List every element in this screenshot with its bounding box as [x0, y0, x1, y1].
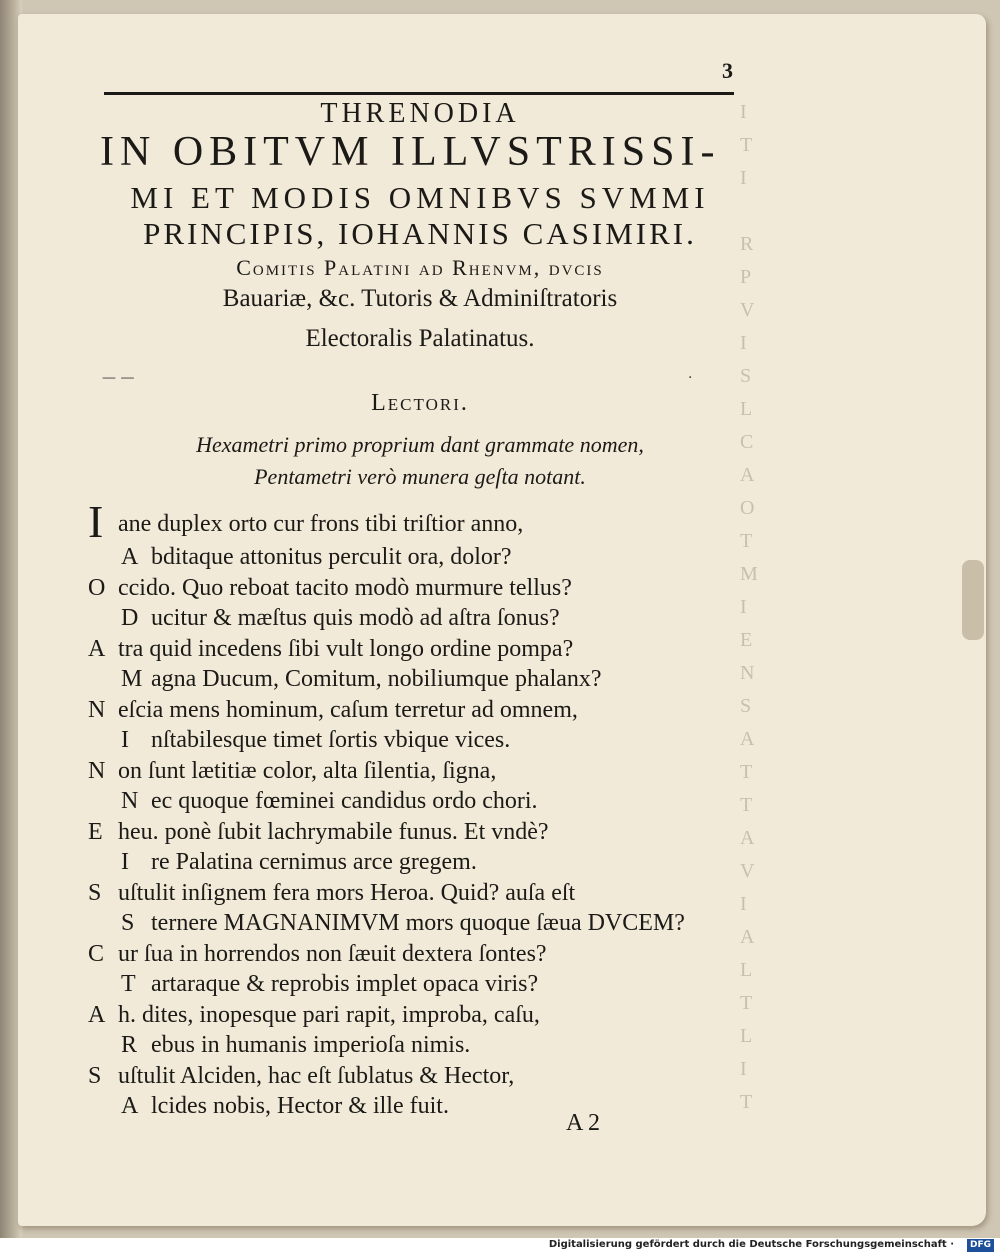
ornament-mark-left: — — — [102, 370, 135, 386]
verse-initial: I — [121, 727, 129, 753]
verse-initial: E — [88, 818, 103, 845]
verse-initial: A — [121, 544, 139, 570]
verse-line — [88, 847, 748, 878]
verse-block — [88, 496, 748, 1122]
title-line-1: THRENODIA — [320, 98, 520, 129]
verse-initial: C — [88, 940, 105, 967]
verse-line — [88, 1061, 748, 1092]
verse-line — [88, 664, 748, 695]
verse-initial: S — [121, 910, 135, 936]
verse-text: ccido. Quo reboat tacito modò murmure tellus? — [118, 574, 572, 601]
verse-text: ane duplex orto cur frons tibi triſtior anno, — [118, 511, 524, 537]
verse-initial: O — [88, 574, 106, 601]
verse-line — [88, 878, 748, 909]
verse-text: ebus in humanis imperioſa nimis. — [151, 1032, 471, 1058]
verse-initial: N — [121, 788, 139, 814]
verse-line — [88, 634, 748, 665]
header-rule — [104, 92, 734, 95]
verse-initial: A — [88, 635, 106, 662]
verse-line — [88, 542, 748, 573]
verse-initial: I — [121, 849, 129, 875]
verse-text: uſtulit inſignem fera mors Heroa. Quid? auſa eſt — [118, 879, 576, 906]
page-number: 3 — [722, 58, 733, 83]
verse-initial: R — [121, 1032, 138, 1058]
verse-text: ternere MAGNANIMVM mors quoque ſæua DVCEM? — [151, 910, 685, 936]
verse-text: ur ſua in horrendos non ſæuit dextera ſontes? — [118, 940, 547, 967]
verse-line — [88, 603, 748, 634]
bleed-through-text: I T I R P V I S L C A O T M I E N S A T T A V I A L T L I T — [740, 101, 758, 1113]
dfg-logo[interactable]: DFG — [967, 1239, 994, 1252]
motto-line-1: Hexametri primo proprium dant grammate nomen, — [196, 432, 644, 457]
verse-initial: D — [121, 605, 139, 631]
verse-line — [88, 725, 748, 756]
verse-text: bditaque attonitus perculit ora, dolor? — [151, 544, 512, 570]
motto-line-2: Pentametri verò munera geſta notant. — [254, 464, 586, 489]
verse-line — [88, 908, 748, 939]
footer-credit: Digitalisierung gefördert durch die Deutsche Forschungsgemeinschaft · — [548, 1239, 954, 1250]
verse-initial: A — [121, 1093, 139, 1119]
verse-line — [88, 1030, 748, 1061]
verse-initial: S — [88, 879, 102, 906]
title-line-6: Bauariæ, &c. Tutoris & Adminiſtratoris — [222, 285, 618, 312]
verse-line — [88, 573, 748, 604]
verse-initial: N — [88, 696, 106, 723]
verse-line — [88, 817, 748, 848]
verse-line — [88, 786, 748, 817]
verse-line — [88, 1091, 748, 1122]
catchword-signature: A 2 — [566, 1110, 601, 1136]
verse-line — [88, 695, 748, 726]
verse-initial: S — [88, 1062, 102, 1089]
verse-line — [88, 969, 748, 1000]
verse-initial: T — [121, 971, 136, 997]
title-line-5: Comitis Palatini ad Rhenvm, dvcis — [236, 255, 604, 280]
title-line-2: IN OBITVM ILLVSTRISSI- — [100, 129, 721, 175]
title-line-3: MI ET MODIS OMNIBVS SVMMI — [130, 180, 710, 215]
verse-text: heu. ponè ſubit lachrymabile funus. Et vndè? — [118, 818, 549, 845]
verse-text: h. dites, inopesque pari rapit, improba, caſu, — [118, 1001, 540, 1028]
section-heading-lectori: Lectori. — [371, 390, 469, 416]
verse-text: tra quid incedens ſibi vult longo ordine pompa? — [118, 635, 574, 662]
verse-text: ucitur & mæſtus quis modò ad aſtra ſonus? — [151, 605, 560, 631]
verse-line — [88, 756, 748, 787]
verse-text: artaraque & reprobis implet opaca viris? — [151, 971, 539, 997]
verse-line — [88, 1000, 748, 1031]
verse-line — [88, 496, 748, 547]
verse-initial: I — [88, 496, 104, 547]
verse-text: uſtulit Alciden, hac eſt ſublatus & Hector, — [118, 1062, 515, 1089]
title-line-7: Electoralis Palatinatus. — [305, 325, 535, 352]
verse-text: agna Ducum, Comitum, nobiliumque phalanx? — [151, 666, 602, 692]
title-line-4: PRINCIPIS, IOHANNIS CASIMIRI. — [143, 216, 697, 251]
verse-initial: M — [121, 666, 143, 692]
verse-text: lcides nobis, Hector & ille fuit. — [151, 1093, 449, 1119]
verse-initial: A — [88, 1001, 106, 1028]
verse-line — [88, 939, 748, 970]
page-fold-shadow — [962, 560, 984, 640]
ornament-mark-right: · — [688, 370, 693, 386]
verse-text: eſcia mens hominum, caſum terretur ad omnem, — [118, 696, 578, 723]
verse-initial: N — [88, 757, 106, 784]
verse-text: ec quoque fœminei candidus ordo chori. — [151, 788, 538, 814]
verse-text: nſtabilesque timet ſortis vbique vices. — [151, 727, 511, 753]
verse-text: on ſunt lætitiæ color, alta ſilentia, ſigna, — [118, 757, 497, 784]
verse-text: re Palatina cernimus arce gregem. — [151, 849, 477, 875]
